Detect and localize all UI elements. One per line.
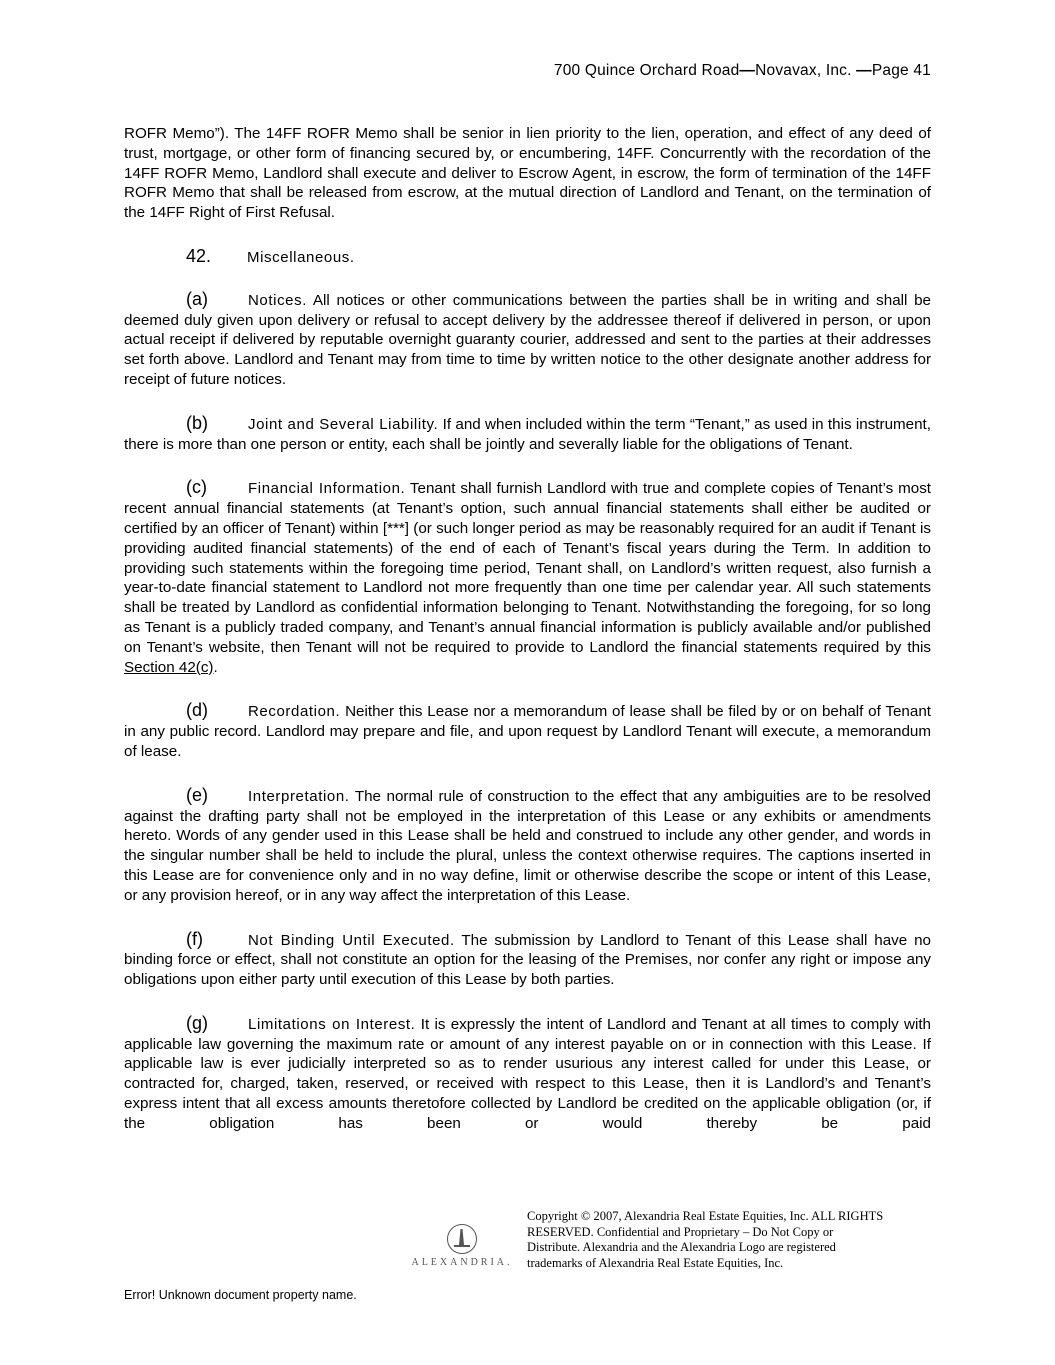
logo-wordmark: ALEXANDRIA.: [411, 1257, 513, 1268]
subsection-title: Not Binding Until Executed.: [248, 931, 455, 949]
document-body: [124, 124, 931, 1134]
subsection-b: [124, 414, 931, 455]
subsection-letter: (f): [186, 928, 203, 949]
subsection-e: [124, 786, 931, 906]
subsection-d: [124, 701, 931, 761]
header-page-number: Page 41: [871, 62, 931, 79]
section-title: Miscellaneous.: [247, 248, 355, 266]
subsection-text: Tenant shall furnish Landlord with true and complete copies of Tenant’s most recent annual financial statements (at Tenant’s option, such annual financial statements shall either be audited or certified by an officer of Tenant) within [***] (or such longer period as may be reasonably required for an audit if Tenant is providing audited financial statements) of the end of each of Tenant’s fiscal years during the Term. In addition to providing such statements within the foregoing time period, Tenant shall, on Landlord’s written request, also furnish a year-to-date financial statement to Landlord not more frequently than one time per calendar year. All such statements shall be treated by Landlord as confidential information belonging to Tenant. Notwithstanding the foregoing, for so long as Tenant is a publicly traded company, and Tenant’s annual financial information is publicly available and/or published on Tenant’s website, then Tenant will not be required to provide to Landlord the financial statements required by this: [124, 480, 932, 656]
subsection-text: The normal rule of construction to the effect that any ambiguities are to be resolved against the drafting party shall not be employed in the interpretation of this Lease or any exhibits or amendments hereto. Words of any gender used in this Lease shall be held and construed to include any other gender, and words in the singular number shall be held to include the plural, unless the context otherwise requires. The captions inserted in this Lease are for convenience only and in no way define, limit or otherwise describe the scope or intent of this Lease, or any provision hereof, or in any way affect the interpretation of this Lease.: [124, 787, 931, 904]
page-header: [554, 62, 931, 80]
subsection-letter: (e): [186, 784, 208, 805]
subsection-letter: (g): [186, 1012, 208, 1033]
document-property-error: Error! Unknown document property name.: [124, 1288, 357, 1302]
subsection-letter: (a): [186, 288, 208, 309]
subsection-title: Notices.: [248, 291, 307, 309]
alexandria-logo: [406, 1224, 518, 1268]
header-dash: —: [856, 62, 872, 79]
subsection-text: The submission by Landlord to Tenant of this Lease shall have no binding force or effect, shall not constitute an option for the leasing of the Premises, nor confer any right or impose any obligations upon either party until execution of this Lease by both parties.: [124, 931, 931, 989]
subsection-text: Neither this Lease nor a memorandum of lease shall be filed by or on behalf of Tenant in any public record. Landlord may prepare and file, and upon request by Landlord Tenant will execute, a memorandum of lease.: [124, 703, 931, 760]
copyright-notice: Copyright © 2007, Alexandria Real Estate Equities, Inc. ALL RIGHTS RESERVED. Confidential and Proprietary – Do Not Copy or Distribute. Alexandria and the Alexandria Logo are registered trademarks of Alexandria Real Estate Equities, Inc.: [527, 1209, 884, 1270]
subsection-title: Interpretation.: [248, 787, 350, 805]
header-company: Novavax, Inc.: [755, 62, 857, 79]
subsection-letter: (d): [186, 700, 208, 721]
subsection-c: [124, 478, 931, 677]
subsection-text: It is expressly the intent of Landlord and Tenant at all times to comply with applicable law governing the maximum rate or amount of any interest payable on or in connection with this Lease. If applicable law is ever judicially interpreted so as to render usurious any interest called for under this Lease, or contracted for, charged, taken, reserved, or received with respect to this Lease, then it is Landlord’s and Tenant’s express intent that all excess amounts theretofore collected by Landlord be credited on the applicable obligation (or, if the obligation has been or would thereby be paid: [124, 1015, 931, 1132]
subsection-g: [124, 1014, 931, 1134]
section-heading: [186, 247, 931, 268]
subsection-f: [124, 930, 931, 990]
lighthouse-icon: [447, 1224, 477, 1254]
subsection-title: Financial Information.: [248, 480, 406, 498]
subsection-text: All notices or other communications between the parties shall be in writing and shall be deemed duly given upon delivery or refusal to accept delivery by the addressee thereof if delivered in person, or upon actual receipt if delivered by reputable overnight guaranty courier, addressed and sent to the parties at their addresses set forth above. Landlord and Tenant may from time to time by written notice to the other designate another address for receipt of future notices.: [124, 291, 931, 388]
subsection-title: Limitations on Interest.: [248, 1015, 416, 1033]
subsection-text: If and when included within the term “Tenant,” as used in this instrument, there is more than one person or entity, each shall be jointly and severally liable for the obligations of Tenant.: [124, 415, 931, 453]
subsection-title: Joint and Several Liability.: [248, 415, 439, 433]
subsection-letter: (b): [186, 412, 208, 433]
subsection-a: [124, 290, 931, 390]
section-reference-link[interactable]: Section 42(c): [124, 658, 214, 676]
subsection-title: Recordation.: [248, 703, 341, 721]
header-address: 700 Quince Orchard Road: [553, 62, 740, 79]
subsection-letter: (c): [186, 477, 207, 498]
intro-paragraph: ROFR Memo”). The 14FF ROFR Memo shall be senior in lien priority to the lien, operation, and effect of any deed of trust, mortgage, or other form of financing secured by, or encumbering, 14FF. Concurrently with the recordation of the 14FF ROFR Memo, Landlord shall execute and deliver to Escrow Agent, in escrow, the form of termination of the 14FF ROFR Memo that shall be released from escrow, at the mutual direction of Landlord and Tenant, on the termination of the 14FF Right of First Refusal.: [124, 125, 931, 222]
section-number: 42.: [186, 245, 212, 266]
subsection-end: .: [213, 658, 218, 676]
header-dash: —: [739, 62, 756, 79]
